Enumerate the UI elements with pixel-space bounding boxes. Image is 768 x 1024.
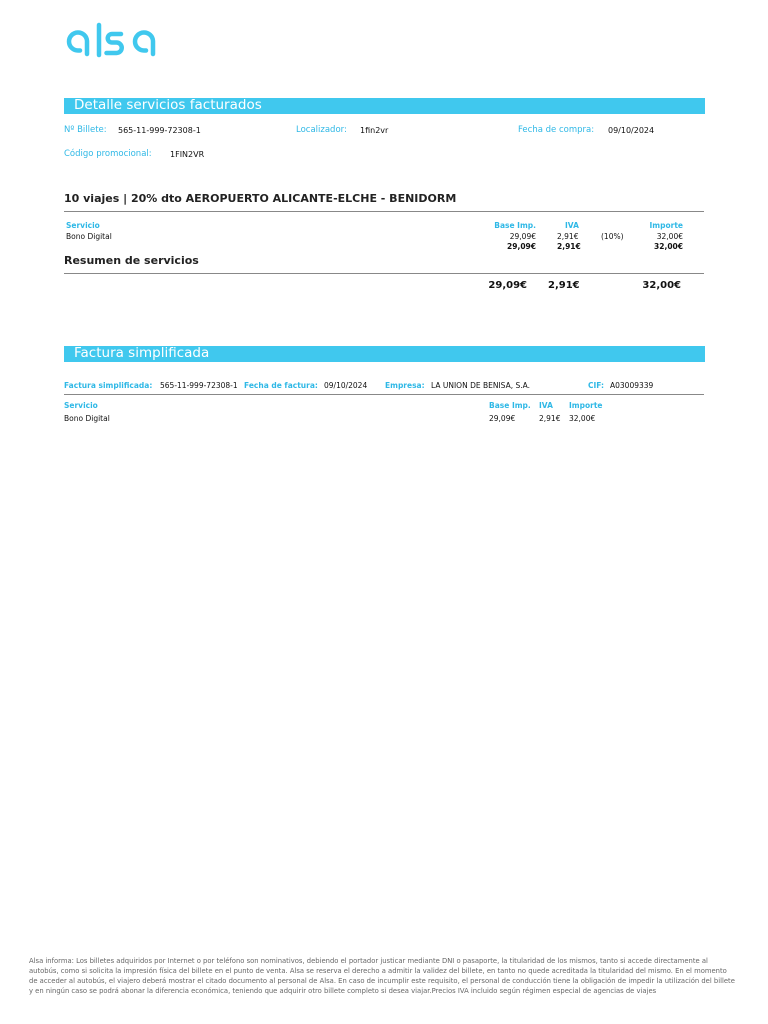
- col-base-imp: Base Imp.: [489, 401, 531, 410]
- row-iva: 2,91€: [557, 232, 579, 241]
- col-iva: IVA: [565, 221, 579, 230]
- factura-value: 565-11-999-72308-1: [160, 381, 238, 390]
- row-importe: 32,00€: [656, 232, 683, 241]
- factura-label: Factura simplificada:: [64, 381, 153, 390]
- row-iva-pct: (10%): [601, 232, 624, 241]
- empresa-value: LA UNION DE BENISA, S.A.: [431, 381, 531, 390]
- legal-footer: Alsa informa: Los billetes adquiridos por Internet o por teléfono son nominativos, debiendo el portador justicar mediante DNI o pasaporte, la titularidad de los mismos, tanto si accede directamente al autobús, como si solicita la impresión física del billete en el punto de venta. Alsa se reserva el derecho a admitir la validez del billete, en tanto no quede acreditada la titularidad del mismo. En el momento de acceder al autobús, el viajero deberá mostrar el citado documento al personal de Alsa. En caso de incumplir este requisito, el personal de conducción tiene la obligación de impedir la utilización del billete y en ningún caso se podrá abonar la diferencia económica, teniendo que adquirir otro billete completo si desea viajar.Precios IVA incluido según régimen especial de agencias de viajes: [29, 957, 735, 995]
- codigo-promocional-label: Código promocional:: [64, 149, 152, 159]
- divider: [64, 273, 704, 274]
- row-base: 29,09€: [489, 414, 516, 423]
- row-servicio: Bono Digital: [64, 414, 110, 423]
- col-iva: IVA: [539, 401, 553, 410]
- section-title: Detalle servicios facturados: [74, 97, 262, 113]
- fecha-compra-value: 09/10/2024: [608, 126, 655, 135]
- row-base: 29,09€: [509, 232, 536, 241]
- route-title: 10 viajes | 20% dto AEROPUERTO ALICANTE-ELCHE - BENIDORM: [64, 192, 457, 205]
- section-header-factura: [64, 346, 705, 362]
- localizador-label: Localizador:: [296, 125, 347, 135]
- divider: [64, 211, 704, 212]
- cif-value: A03009339: [610, 381, 654, 390]
- divider: [64, 394, 704, 395]
- subtotal-iva: 2,91€: [557, 242, 581, 251]
- subtotal-base: 29,09€: [507, 242, 536, 251]
- alsa-logo: [66, 22, 170, 58]
- summary-base: 29,09€: [488, 280, 527, 291]
- summary-iva: 2,91€: [548, 280, 580, 291]
- subtotal-importe: 32,00€: [654, 242, 683, 251]
- col-servicio: Servicio: [64, 401, 98, 410]
- empresa-label: Empresa:: [385, 381, 425, 390]
- localizador-value: 1fin2vr: [360, 126, 389, 135]
- section-title: Factura simplificada: [74, 345, 210, 361]
- fecha-factura-value: 09/10/2024: [324, 381, 368, 390]
- col-importe: Importe: [569, 401, 603, 410]
- summary-title: Resumen de servicios: [64, 254, 199, 267]
- row-iva: 2,91€: [539, 414, 561, 423]
- billete-value: 565-11-999-72308-1: [118, 126, 201, 135]
- billete-label: Nº Billete:: [64, 125, 107, 135]
- fecha-compra-label: Fecha de compra:: [518, 125, 595, 135]
- summary-importe: 32,00€: [642, 280, 681, 291]
- col-base-imp: Base Imp.: [494, 221, 536, 230]
- fecha-factura-label: Fecha de factura:: [244, 381, 318, 390]
- col-importe: Importe: [649, 221, 683, 230]
- row-servicio: Bono Digital: [66, 232, 112, 241]
- cif-label: CIF:: [588, 381, 605, 390]
- row-importe: 32,00€: [569, 414, 596, 423]
- col-servicio: Servicio: [66, 221, 100, 230]
- codigo-promocional-value: 1FIN2VR: [170, 150, 205, 159]
- section-header-detalle: [64, 98, 705, 114]
